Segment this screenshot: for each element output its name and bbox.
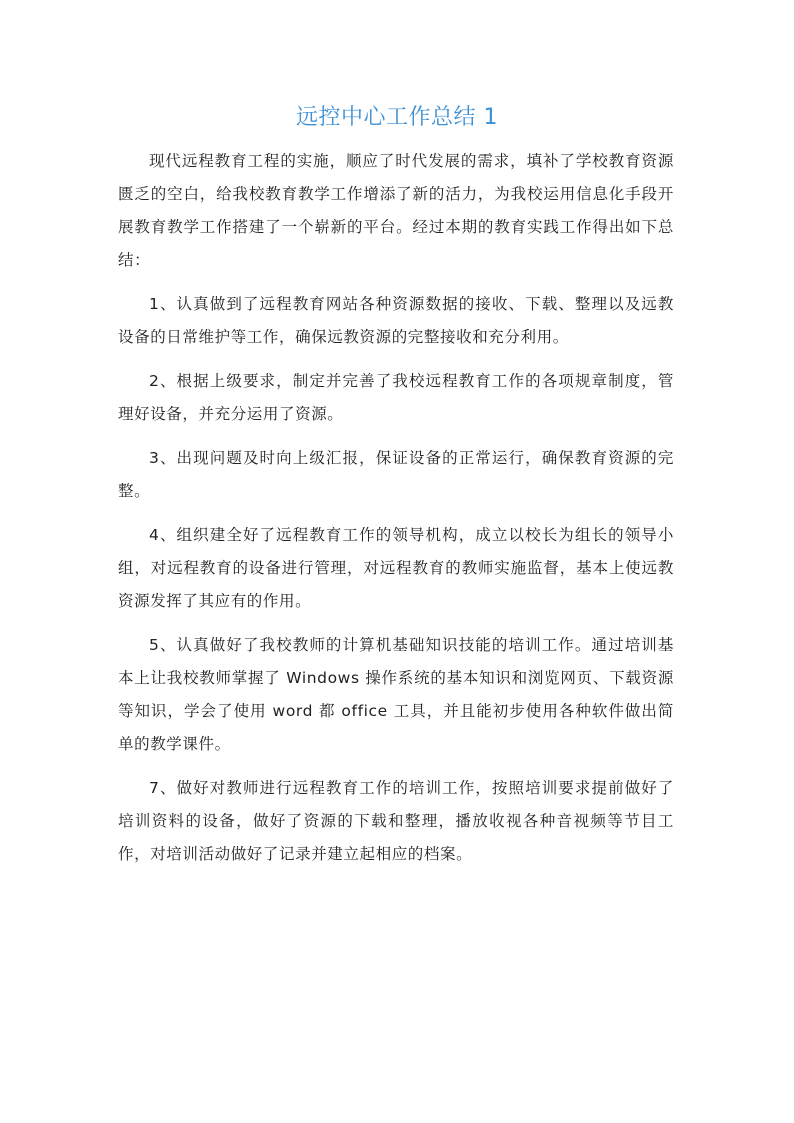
paragraph-item-3: 3、出现问题及时向上级汇报，保证设备的正常运行，确保教育资源的完整。 xyxy=(118,449,674,500)
paragraph-item-7: 7、做好对教师进行远程教育工作的培训工作，按照培训要求提前做好了培训资料的设备，做好了资源的下载和整理，播放收视各种音视频等节目工作，对培训活动做好了记录并建立起相应的档案。 xyxy=(118,779,674,863)
paragraph-item-1: 1、认真做到了远程教育网站各种资源数据的接收、下载、整理以及远教设备的日常维护等工作，确保远教资源的完整接收和充分利用。 xyxy=(118,295,674,346)
page-title: 远控中心工作总结 1 xyxy=(296,105,498,130)
paragraph-item-2: 2、根据上级要求，制定并完善了我校远程教育工作的各项规章制度，管理好设备，并充分运用了资源。 xyxy=(118,372,674,423)
intro-paragraph: 现代远程教育工程的实施，顺应了时代发展的需求，填补了学校教育资源匮乏的空白，给我校教育教学工作增添了新的活力，为我校运用信息化手段开展教育教学工作搭建了一个崭新的平台。经过本期的教育实践工作得出如下总结： xyxy=(118,152,674,269)
paragraph-item-4: 4、组织建全好了远程教育工作的领导机构，成立以校长为组长的领导小组，对远程教育的设备进行管理，对远程教育的教师实施监督，基本上使远教资源发挥了其应有的作用。 xyxy=(118,526,674,610)
document-body xyxy=(118,145,674,882)
paragraph-item-5: 5、认真做好了我校教师的计算机基础知识技能的培训工作。通过培训基本上让我校教师掌握了 Windows 操作系统的基本知识和浏览网页、下载资源等知识，学会了使用 word 都 office 工具，并且能初步使用各种软件做出简单的教学课件。 xyxy=(118,636,674,753)
